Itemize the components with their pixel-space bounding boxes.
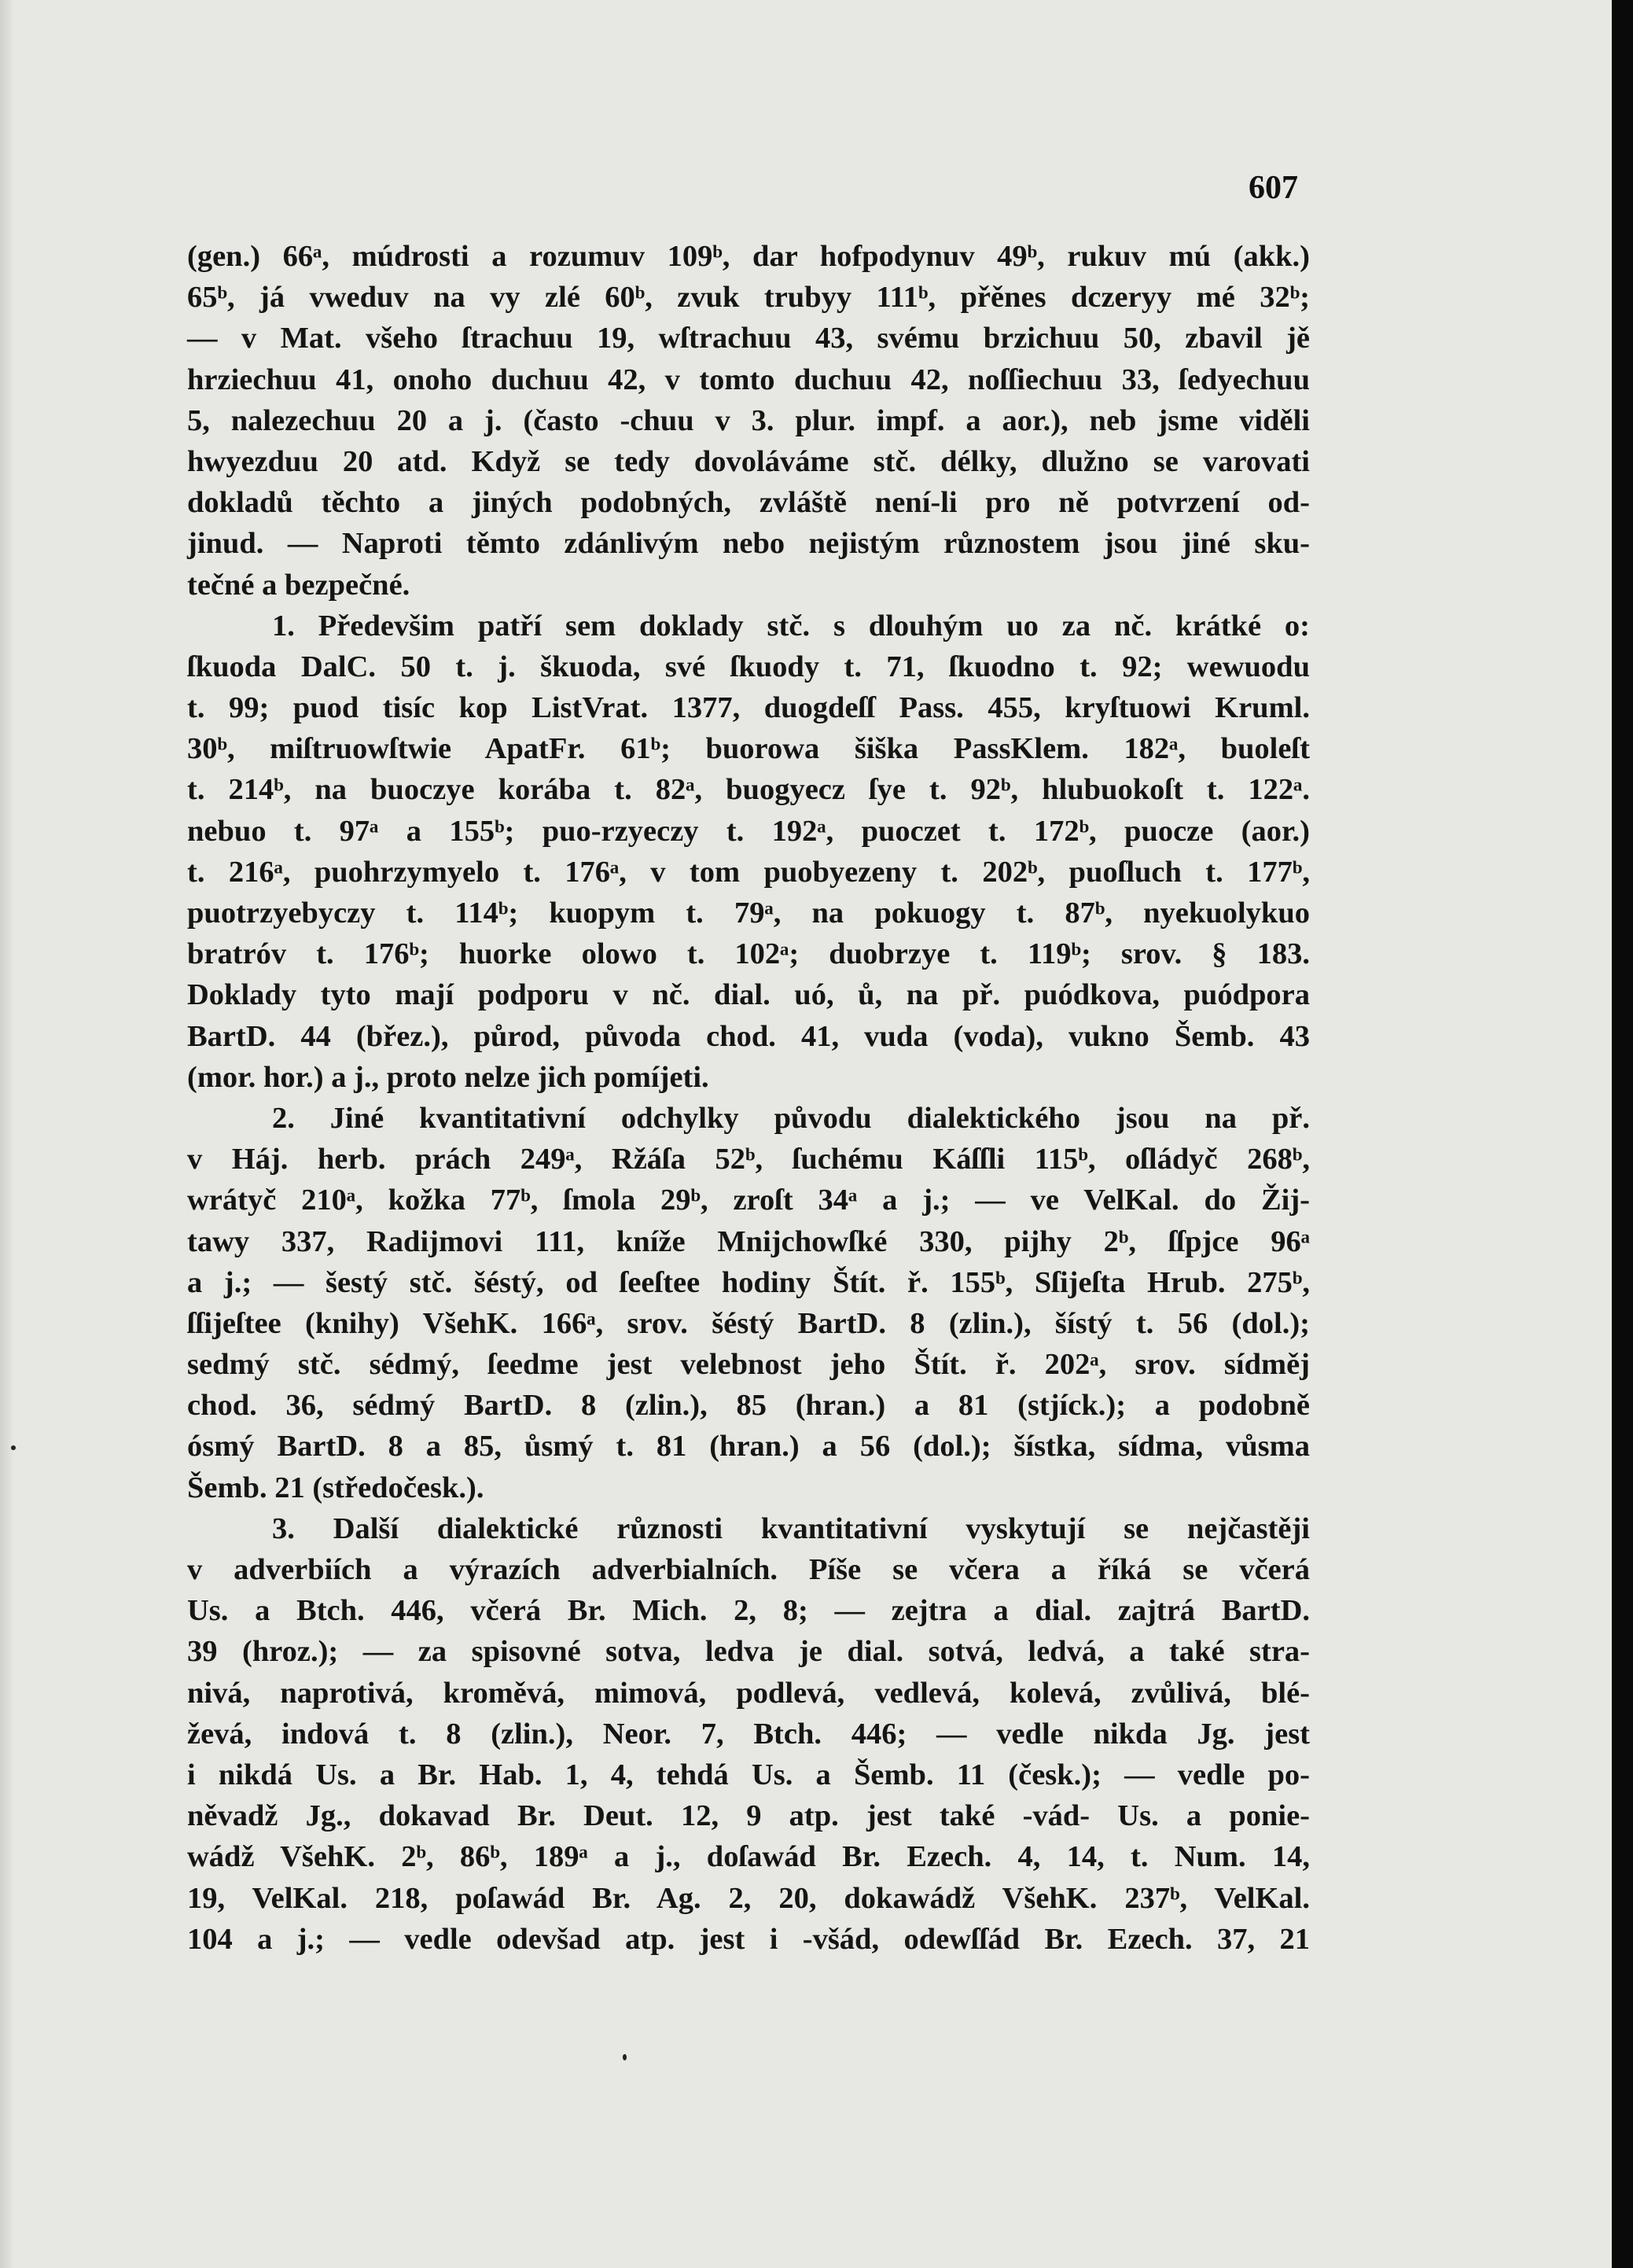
text-line: 3. Další dialektické různosti kvantitativní vyskytují se nejčastěji <box>272 1511 1310 1545</box>
text-line: Us. a Btch. 446, včerá Br. Mich. 2, 8; — zejtra a dial. zajtrá BartD. <box>187 1594 1310 1628</box>
text-line: ſſijeſtee (knihy) VšehK. 166ᵃ, srov. šéstý BartD. 8 (zlin.), šístý t. 56 (dol.); <box>187 1306 1310 1340</box>
body-text <box>187 236 1310 1960</box>
text-line: v Háj. herb. prách 249ᵃ, Ržáſa 52ᵇ, ſuchému Káſſli 115ᵇ, oſládyč 268ᵇ, <box>187 1143 1310 1176</box>
text-line: wádž VšehK. 2ᵇ, 86ᵇ, 189ᵃ a j., doſawád Br. Ezech. 4, 14, t. Num. 14, <box>187 1840 1310 1874</box>
text-line: nivá, naprotivá, kroměvá, mimová, podlevá, vedlevá, kolevá, zvůlivá, blé- <box>187 1676 1310 1710</box>
text-line: t. 216ᵃ, puohrzymyelo t. 176ᵃ, v tom puobyezeny t. 202ᵇ, puoſluch t. 177ᵇ, <box>187 855 1310 889</box>
ink-speck <box>11 1445 16 1450</box>
text-line: sedmý stč. sédmý, ſeedme jest velebnost jeho Štít. ř. 202ᵃ, srov. sídměj <box>187 1348 1310 1382</box>
text-line: wrátyč 210ᵃ, kožka 77ᵇ, ſmola 29ᵇ, zroſt 34ᵃ a j.; — ve VelKal. do Žij- <box>187 1184 1310 1217</box>
text-line: chod. 36, sédmý BartD. 8 (zlin.), 85 (hran.) a 81 (stjíck.); a podobně <box>187 1389 1310 1423</box>
text-line: tečné a bezpečné. <box>187 568 410 602</box>
text-line: BartD. 44 (břez.), půrod, původa chod. 41, vuda (voda), vukno Šemb. 43 <box>187 1019 1310 1053</box>
text-line: hwyezduu 20 atd. Když se tedy dovoláváme stč. délky, dlužno se varovati <box>187 444 1310 478</box>
page-number: 607 <box>1249 170 1298 206</box>
page-edge-shadow <box>0 0 14 2268</box>
text-line: 2. Jiné kvantitativní odchylky původu dialektického jsou na př. <box>272 1101 1310 1135</box>
text-line: 30ᵇ, miſtruowſtwie ApatFr. 61ᵇ; buorowa šiška PassKlem. 182ᵃ, buoleſt <box>187 732 1310 766</box>
text-line: puotrzyebyczy t. 114ᵇ; kuopym t. 79ᵃ, na pokuogy t. 87ᵇ, nyekuolykuo <box>187 897 1310 930</box>
text-line: 19, VelKal. 218, poſawád Br. Ag. 2, 20, dokawádž VšehK. 237ᵇ, VelKal. <box>187 1881 1310 1915</box>
text-line: t. 99; puod tisíc kop ListVrat. 1377, duogdeſſ Pass. 455, kryſtuowi Kruml. <box>187 691 1310 725</box>
text-line: Šemb. 21 (středočesk.). <box>187 1471 484 1504</box>
text-line: ſkuoda DalC. 50 t. j. škuoda, své ſkuody t. 71, ſkuodno t. 92; wewuodu <box>187 650 1310 683</box>
text-line: i nikdá Us. a Br. Hab. 1, 4, tehdá Us. a Šemb. 11 (česk.); — vedle po- <box>187 1758 1310 1791</box>
text-line: t. 214ᵇ, na buoczye korába t. 82ᵃ, buogyecz ſye t. 92ᵇ, hlubuokoſt t. 122ᵃ. <box>187 773 1310 807</box>
text-line: 65ᵇ, já vweduv na vy zlé 60ᵇ, zvuk trubyy 111ᵇ, přěnes dczeryy mé 32ᵇ; <box>187 281 1310 315</box>
text-line: jinud. — Naproti těmto zdánlivým nebo nejistým různostem jsou jiné sku- <box>187 527 1310 561</box>
text-line: něvadž Jg., dokavad Br. Deut. 12, 9 atp. jest také -vád- Us. a ponie- <box>187 1799 1310 1833</box>
text-line: Doklady tyto mají podporu v nč. dial. uó, ů, na př. puódkova, puódpora <box>187 978 1310 1012</box>
text-line: a j.; — šestý stč. šéstý, od ſeeſtee hodiny Štít. ř. 155ᵇ, Sſijeſta Hrub. 275ᵇ, <box>187 1265 1310 1299</box>
text-line: nebuo t. 97ᵃ a 155ᵇ; puo-rzyeczy t. 192ᵃ, puoczet t. 172ᵇ, puocze (aor.) <box>187 814 1310 848</box>
text-line: dokladů těchto a jiných podobných, zvláště není-li pro ně potvrzení od- <box>187 486 1310 520</box>
text-line: tawy 337, Radijmovi 111, kníže Mnijchowſké 330, pijhy 2ᵇ, ſſpjce 96ᵃ <box>187 1224 1310 1258</box>
text-line: ósmý BartD. 8 a 85, ůsmý t. 81 (hran.) a 56 (dol.); šístka, sídma, vůsma <box>187 1430 1310 1464</box>
text-line: hrziechuu 41, onoho duchuu 42, v tomto duchuu 42, noſſiechuu 33, ſedyechuu <box>187 363 1310 396</box>
text-line: (mor. hor.) a j., proto nelze jich pomíjeti. <box>187 1060 709 1094</box>
ink-speck <box>623 2054 627 2060</box>
text-line: 1. Předevšim patří sem doklady stč. s dlouhým uo za nč. krátké o: <box>272 609 1310 642</box>
text-line: 104 a j.; — vedle odevšad atp. jest i -všád, odewſſád Br. Ezech. 37, 21 <box>187 1922 1310 1956</box>
text-line: ževá, indová t. 8 (zlin.), Neor. 7, Btch. 446; — vedle nikda Jg. jest <box>187 1717 1310 1751</box>
text-line: — v Mat. všeho ſtrachuu 19, wſtrachuu 43, svému brzichuu 50, zbavil jě <box>187 322 1310 355</box>
text-line: 39 (hroz.); — za spisovné sotva, ledva je dial. sotvá, ledvá, a také stra- <box>187 1635 1310 1669</box>
text-line: (gen.) 66ᵃ, múdrosti a rozumuv 109ᵇ, dar hofpodynuv 49ᵇ, rukuv mú (akk.) <box>187 240 1310 273</box>
text-line: v adverbiích a výrazích adverbialních. Píše se včera a říká se včerá <box>187 1553 1310 1586</box>
text-line: 5, nalezechuu 20 a j. (často -chuu v 3. plur. impf. a aor.), neb jsme viděli <box>187 403 1310 437</box>
text-line: bratróv t. 176ᵇ; huorke olowo t. 102ᵃ; duobrzye t. 119ᵇ; srov. § 183. <box>187 937 1310 971</box>
